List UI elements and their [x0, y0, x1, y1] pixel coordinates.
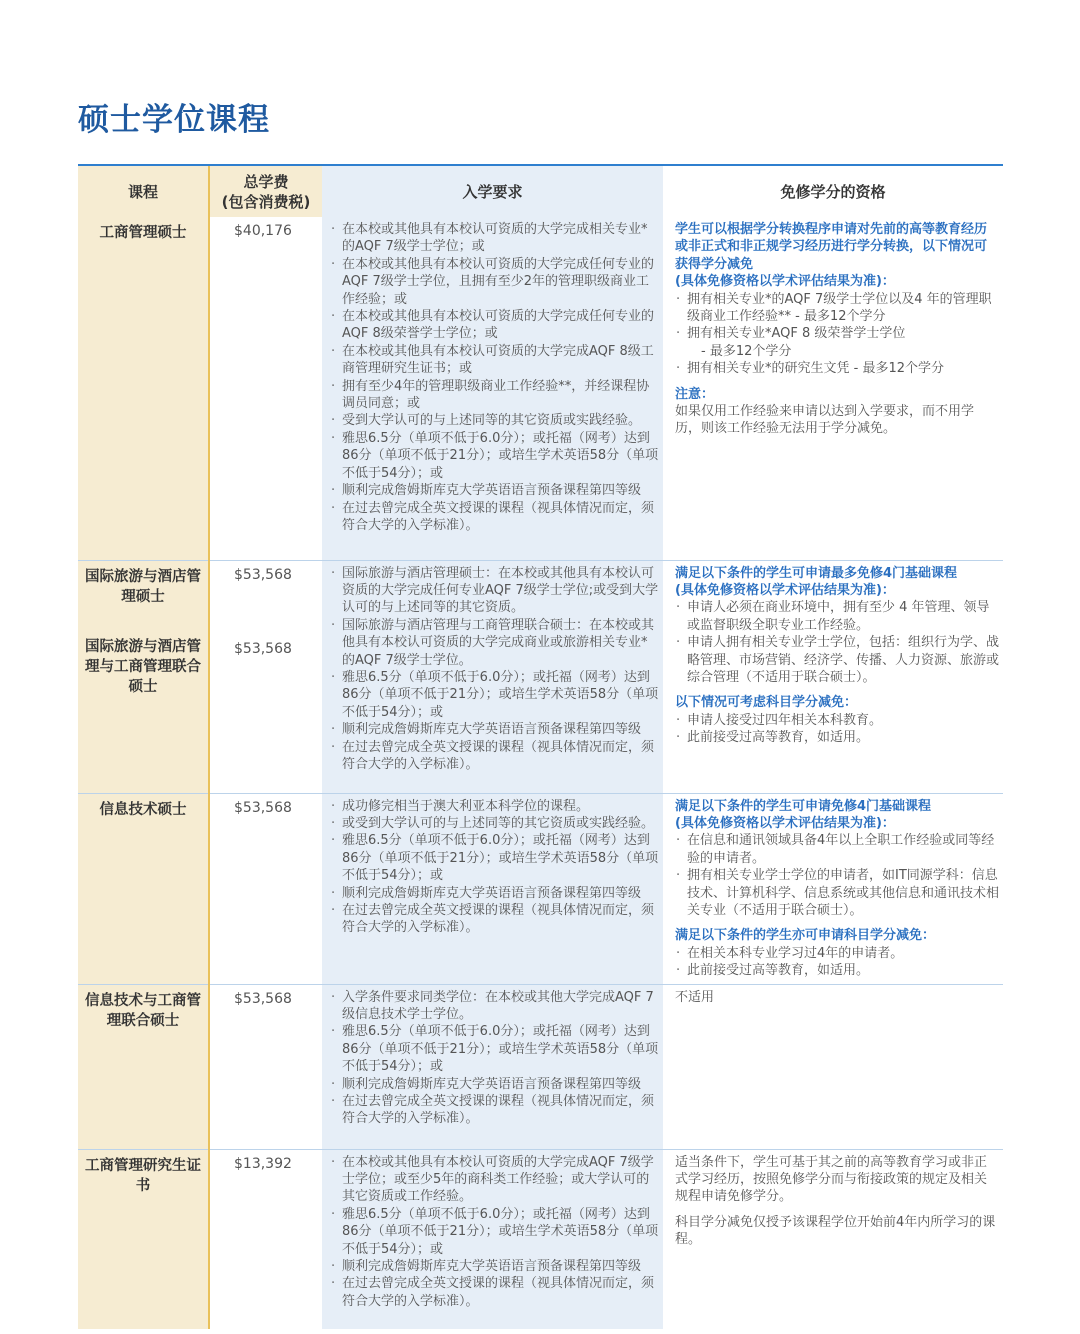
table-row [78, 560, 1003, 793]
exemption-heading-note: (具体免修资格以学术评估结果为准)： [675, 274, 895, 290]
requirements-cell [322, 217, 663, 560]
exemption-item: · 拥有相关专业*的AQF 7级学士学位以及4 年的管理职级商业工作经验** - 最多12个学分 [675, 291, 999, 326]
course-fee: $53,568 [234, 640, 292, 657]
requirement-item: · 入学条件要求同类学位：在本校或其他大学完成AQF 7级信息技术学士学位。 [330, 989, 659, 1024]
requirement-item: · 在过去曾完成全英文授课的课程（视具体情况而定，须符合大学的入学标准）。 [330, 739, 659, 774]
course-fee: $53,568 [234, 566, 292, 583]
exemption-subheading: 满足以下条件的学生亦可申请科目学分减免： [675, 928, 936, 944]
exemption-text: 科目学分减免仅授予该课程学位开始前4年内所学习的课程。 [675, 1214, 996, 1248]
requirement-item: · 在本校或其他具有本校认可资质的大学完成任何专业的AQF 7级学士学位，且拥有至少2年的管理职级商业工作经验；或 [330, 256, 659, 308]
page-title: 硕士学位课程 [78, 102, 270, 138]
exemption-subheading: 以下情况可考虑科目学分减免： [675, 695, 858, 711]
header-course: 课程 [78, 166, 209, 217]
requirement-item: · 顺利完成詹姆斯库克大学英语语言预备课程第四等级 [330, 721, 659, 738]
requirement-item: · 在过去曾完成全英文授课的课程（视具体情况而定，须符合大学的入学标准）。 [330, 902, 659, 937]
course-fee: $13,392 [209, 1149, 322, 1329]
course-name: 信息技术硕士 [78, 793, 209, 984]
requirement-item: · 雅思6.5分（单项不低于6.0分）；或托福（网考）达到86分（单项不低于21分）；或培生学术英语58分（单项不低于54分）；或 [330, 1206, 659, 1258]
course-fee: $40,176 [209, 217, 322, 560]
course-fee: $53,568 [209, 984, 322, 1149]
requirement-item: · 或受到大学认可的与上述同等的其它资质或实践经验。 [330, 815, 659, 832]
requirements-cell [322, 984, 663, 1149]
requirement-item: · 国际旅游与酒店管理硕士：在本校或其他具有本校认可资质的大学完成任何专业AQF 7级学士学位;或受到大学认可的与上述同等的其它资质。 [330, 565, 659, 617]
requirement-item: · 拥有至少4年的管理职级商业工作经验**，并经课程协调员同意；或 [330, 378, 659, 413]
header-fee-line2: (包含消费税) [221, 192, 311, 211]
header-exemption: 免修学分的资格 [663, 166, 1003, 217]
exemption-cell [663, 984, 1003, 1149]
requirement-item: · 顺利完成詹姆斯库克大学英语语言预备课程第四等级 [330, 482, 659, 499]
requirement-item: · 受到大学认可的与上述同等的其它资质或实践经验。 [330, 412, 659, 429]
course-name: 信息技术与工商管理联合硕士 [78, 984, 209, 1149]
exemption-text: 不适用 [675, 989, 715, 1005]
exemption-cell [663, 1149, 1003, 1329]
exemption-heading-note: (具体免修资格以学术评估结果为准)： [675, 815, 895, 831]
requirements-cell [322, 560, 663, 793]
requirement-item: · 在本校或其他具有本校认可资质的大学完成AQF 8级工商管理研究生证书；或 [330, 343, 659, 378]
requirement-item: · 成功修完相当于澳大利亚本科学位的课程。 [330, 798, 659, 815]
exemption-heading: 满足以下条件的学生可申请免修4门基础课程 [675, 798, 932, 814]
course-name: 工商管理硕士 [78, 217, 209, 560]
requirement-item: · 在过去曾完成全英文授课的课程（视具体情况而定，须符合大学的入学标准）。 [330, 1093, 659, 1128]
requirement-item: · 在过去曾完成全英文授课的课程（视具体情况而定，须符合大学的入学标准）。 [330, 1275, 659, 1310]
requirement-item: · 在本校或其他具有本校认可资质的大学完成AQF 7级学士学位；或至少5年的商科类工作经验；或大学认可的其它资质或工作经验。 [330, 1154, 659, 1206]
exemption-item: · 申请人接受过四年相关本科教育。 [675, 712, 999, 729]
requirement-item: · 在本校或其他具有本校认可资质的大学完成任何专业的AQF 8级荣誉学士学位；或 [330, 308, 659, 343]
course-name: 国际旅游与酒店管理与工商管理联合硕士 [85, 638, 201, 695]
requirement-item: · 雅思6.5分（单项不低于6.0分）；或托福（网考）达到86分（单项不低于21分）；或培生学术英语58分（单项不低于54分）；或 [330, 1023, 659, 1075]
exemption-text: 适当条件下，学生可基于其之前的高等教育学习或非正式学习经历，按照免修学分而与衔接政策的规定及相关规程申请免修学分。 [675, 1154, 988, 1205]
exemption-item: · 申请人必须在商业环境中，拥有至少 4 年管理、领导或监督职级全职专业工作经验。 [675, 599, 999, 634]
requirement-item: · 顺利完成詹姆斯库克大学英语语言预备课程第四等级 [330, 885, 659, 902]
requirement-item: · 在过去曾完成全英文授课的课程（视具体情况而定，须符合大学的入学标准）。 [330, 500, 659, 535]
exemption-item: · 在相关本科专业学习过4年的申请者。 [675, 945, 999, 962]
requirement-item: · 顺利完成詹姆斯库克大学英语语言预备课程第四等级 [330, 1258, 659, 1275]
note-text: 如果仅用工作经验来申请以达到入学要求，而不用学历，则该工作经验无法用于学分减免。 [675, 404, 975, 437]
exemption-heading: 满足以下条件的学生可申请最多免修4门基础课程 [675, 565, 958, 581]
exemption-item: · 此前接受过高等教育，如适用。 [675, 962, 999, 979]
header-fee [209, 166, 322, 217]
course-name: 工商管理研究生证书 [78, 1149, 209, 1329]
courses-table [78, 166, 1003, 1329]
requirement-item: · 雅思6.5分（单项不低于6.0分）；或托福（网考）达到86分（单项不低于21分）；或培生学术英语58分（单项不低于54分）；或 [330, 430, 659, 482]
exemption-cell [663, 217, 1003, 560]
requirements-cell [322, 793, 663, 984]
exemption-cell [663, 560, 1003, 793]
table-row [78, 1149, 1003, 1329]
exemption-item: · 拥有相关专业学士学位的申请者，如IT同源学科：信息技术、计算机科学、信息系统或其他信息和通讯技术相关专业（不适用于联合硕士）。 [675, 867, 999, 919]
exemption-item: · 拥有相关专业*的研究生文凭 - 最多12个学分 [675, 360, 999, 377]
header-fee-line1: 总学费 [243, 172, 289, 191]
exemption-item: · 在信息和通讯领域具备4年以上全职工作经验或同等经验的申请者。 [675, 832, 999, 867]
exemption-item-text: 拥有相关专业*AQF 8 级荣誉学士学位 [687, 326, 906, 342]
exemption-cell [663, 793, 1003, 984]
requirement-item: · 雅思6.5分（单项不低于6.0分）；或托福（网考）达到86分（单项不低于21分）；或培生学术英语58分（单项不低于54分）；或 [330, 669, 659, 721]
table-row [78, 793, 1003, 984]
requirement-item: · 雅思6.5分（单项不低于6.0分）；或托福（网考）达到86分（单项不低于21分）；或培生学术英语58分（单项不低于54分）；或 [330, 832, 659, 884]
table-row [78, 984, 1003, 1149]
exemption-heading: 学生可以根据学分转换程序申请对先前的高等教育经历或非正式和非正规学习经历进行学分转换，以下情况可获得学分减免 [675, 222, 988, 272]
note-heading: 注意： [675, 386, 715, 402]
header-requirements: 入学要求 [322, 166, 663, 217]
exemption-item [675, 325, 999, 360]
requirement-item: · 在本校或其他具有本校认可资质的大学完成相关专业*的AQF 7级学士学位；或 [330, 221, 659, 256]
course-fee: $53,568 [209, 793, 322, 984]
requirements-cell [322, 1149, 663, 1329]
exemption-item-extra: - 最多12个学分 [701, 343, 792, 359]
exemption-item: · 申请人拥有相关专业学士学位，包括：组织行为学、战略管理、市场营销、经济学、传播、人力资源、旅游或综合管理（不适用于联合硕士）。 [675, 634, 999, 686]
requirement-item: · 顺利完成詹姆斯库克大学英语语言预备课程第四等级 [330, 1076, 659, 1093]
fee-cell [209, 560, 322, 793]
table-row [78, 217, 1003, 560]
course-cell [78, 560, 209, 793]
requirement-item: · 国际旅游与酒店管理与工商管理联合硕士：在本校或其他具有本校认可资质的大学完成商业或旅游相关专业*的AQF 7级学士学位。 [330, 617, 659, 669]
course-name: 国际旅游与酒店管理硕士 [85, 568, 201, 605]
exemption-heading-note: (具体免修资格以学术评估结果为准)： [675, 582, 895, 598]
exemption-item: · 此前接受过高等教育，如适用。 [675, 729, 999, 746]
